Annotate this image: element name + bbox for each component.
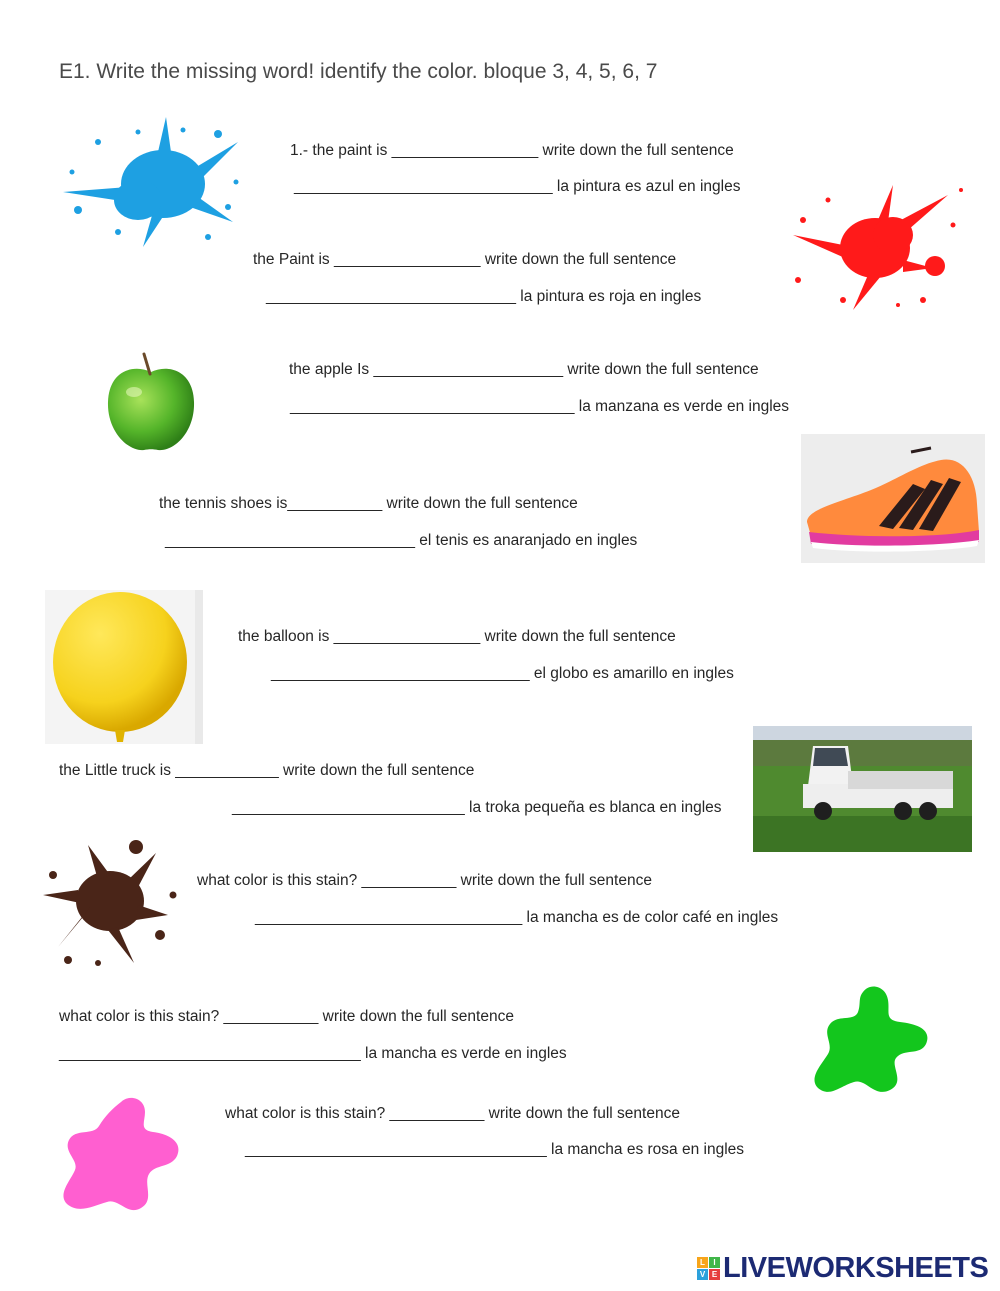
item-8-question: what color is this stain? ___________ write down the full sentence [59, 1008, 514, 1025]
item-6-answer-line[interactable]: ___________________________ la troka pequeña es blanca en ingles [232, 799, 722, 816]
item-7-question: what color is this stain? ___________ write down the full sentence [197, 872, 652, 889]
item-6-question: the Little truck is ____________ write down the full sentence [59, 762, 475, 779]
item-9-answer-line[interactable]: ___________________________________ la mancha es rosa en ingles [245, 1141, 745, 1158]
item-5-question: the balloon is _________________ write down the full sentence [238, 628, 676, 645]
orange-tennis-shoe-image [801, 434, 985, 563]
brown-stain-image [38, 835, 183, 970]
item-8-answer-line[interactable]: ___________________________________ la mancha es verde en ingles [59, 1045, 567, 1062]
blue-paint-splash-image [58, 112, 243, 252]
item-1-question: 1.- the paint is _________________ write down the full sentence [290, 142, 734, 159]
item-9-question: what color is this stain? ___________ write down the full sentence [225, 1105, 680, 1122]
item-1-answer-line[interactable]: ______________________________ la pintura es azul en ingles [294, 178, 741, 195]
item-5-answer-line[interactable]: ______________________________ el globo es amarillo en ingles [271, 665, 734, 682]
item-3-answer-line[interactable]: _________________________________ la manzana es verde en ingles [290, 398, 790, 415]
yellow-balloon-image [45, 590, 203, 744]
logo-mark-icon: L I V E [697, 1257, 720, 1280]
worksheet-title: E1. Write the missing word! identify the color. bloque 3, 4, 5, 6, 7 [59, 60, 658, 83]
item-3-question: the apple Is ______________________ write down the full sentence [289, 361, 759, 378]
green-apple-image [104, 352, 198, 454]
red-paint-splash-image [783, 180, 968, 315]
item-2-question: the Paint is _________________ write down the full sentence [253, 251, 677, 268]
logo-text: LIVEWORKSHEETS [723, 1252, 989, 1284]
item-7-answer-line[interactable]: _______________________________ la mancha es de color café en ingles [255, 909, 779, 926]
item-2-answer-line[interactable]: _____________________________ la pintura es roja en ingles [266, 288, 702, 305]
item-4-question: the tennis shoes is___________ write down the full sentence [159, 495, 578, 512]
pink-stain-image [55, 1094, 187, 1216]
item-4-answer-line[interactable]: _____________________________ el tenis es anaranjado en ingles [165, 532, 638, 549]
green-stain-image [808, 982, 938, 1100]
white-truck-image [753, 726, 972, 852]
liveworksheets-logo [697, 1252, 988, 1285]
